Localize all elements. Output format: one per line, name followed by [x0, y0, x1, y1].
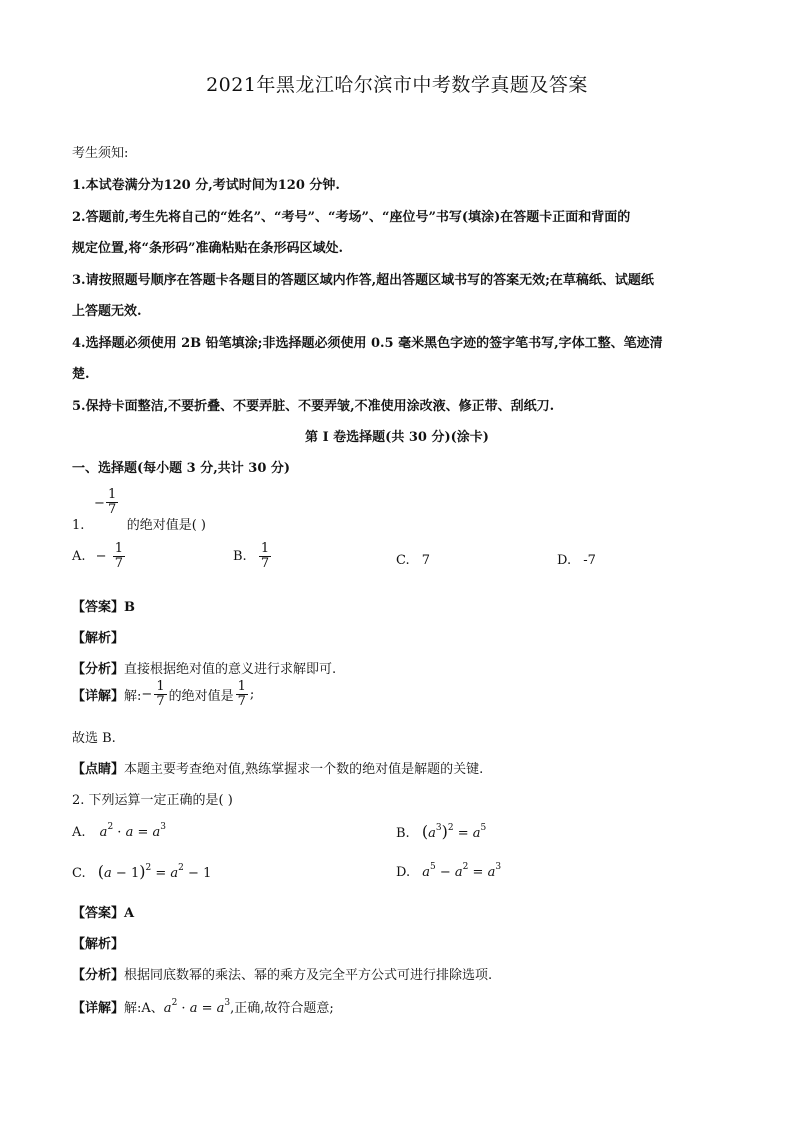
q1-detail-tag: 【详解】	[72, 689, 125, 704]
q1-option-a-den: 7	[114, 556, 123, 571]
q2-answer-tag: 【答案】	[72, 906, 125, 921]
q1-detail-den: 7	[156, 694, 165, 709]
q1-detail	[72, 680, 254, 709]
q1-point-tag: 【点睛】	[72, 762, 125, 777]
q1-fenxi-tag: 【分析】	[72, 662, 125, 677]
q2-option-a	[72, 822, 166, 840]
notice-item-4: 4.选择题必须使用 2B 铅笔填涂;非选择题必须使用 0.5 毫米黑色字迹的签字笔书写,字体工整、笔迹清	[72, 336, 663, 351]
notice-item-2: 2.答题前,考生先将自己的“姓名”、“考号”、“考场”、“座位号”书写(填涂)在答题卡正面和背面的	[72, 210, 631, 225]
q1-fenxi-text: 直接根据绝对值的意义进行求解即可.	[124, 662, 337, 677]
q1-frac-num: 1	[108, 487, 117, 502]
q1-detail-minus: −	[141, 687, 153, 702]
q1-detail-num-2: 1	[237, 679, 246, 694]
notice-item-4-cont: 楚.	[72, 367, 90, 382]
q2-option-c-label: C.	[72, 866, 86, 881]
q1-number: 1.	[72, 518, 85, 533]
q2-detail-expr: $a^2 \cdot a = a^3$	[163, 998, 231, 1016]
q1-minus: −	[94, 496, 105, 511]
q1-detail-num: 1	[156, 679, 165, 694]
q1-option-c-value: 7	[421, 553, 431, 568]
q1-detail-fraction-2	[236, 680, 248, 709]
q2-fenxi-text: 根据同底数幂的乘法、幂的乘方及完全平方公式可进行排除选项.	[124, 968, 493, 983]
q2-option-a-label: A.	[72, 825, 86, 840]
q1-option-d	[557, 553, 596, 568]
q2-option-c	[72, 862, 211, 881]
q1-stem-suffix: 的绝对值是( )	[126, 518, 206, 533]
q1-option-b	[233, 542, 273, 571]
q1-option-c	[396, 553, 430, 568]
q1-option-a-label: A.	[72, 549, 86, 564]
q2-option-d-label: D.	[396, 865, 411, 880]
q2-option-a-expr: $a^2 \cdot a = a^3$	[99, 822, 166, 840]
q2-detail-suffix: ,正确,故符合题意;	[230, 1001, 334, 1016]
q1-option-d-value: -7	[583, 553, 596, 568]
notice-item-5: 5.保持卡面整洁,不要折叠、不要弄脏、不要弄皱,不准使用涂改液、修正带、刮纸刀.	[72, 399, 555, 414]
q1-option-a-minus: −	[95, 549, 107, 564]
q1-detail-mid: 的绝对值是	[168, 689, 234, 704]
q2-option-b	[396, 822, 486, 841]
q2-answer-value: A	[124, 906, 135, 921]
q1-option-a	[72, 542, 127, 571]
q1-analysis-tag: 【解析】	[72, 631, 125, 646]
q1-detail-prefix: 解:	[124, 689, 142, 704]
q1-fraction	[106, 488, 118, 517]
notice-heading: 考生须知:	[72, 146, 129, 161]
q2-detail-prefix: 解:A、	[124, 1001, 164, 1016]
q2-fenxi-tag: 【分析】	[72, 968, 125, 983]
q1-option-d-label: D.	[557, 553, 572, 568]
section-title: 第 I 卷选择题(共 30 分)(涂卡)	[305, 430, 489, 445]
q2-option-b-expr: $(a^3)^2 = a^5$	[421, 822, 487, 841]
q2-analysis-tag: 【解析】	[72, 937, 125, 952]
q1-frac-den: 7	[108, 502, 117, 517]
q2-answer	[72, 902, 134, 921]
question-1-stem	[72, 514, 206, 533]
q1-detail-fraction	[154, 680, 166, 709]
q1-option-c-label: C.	[396, 553, 410, 568]
q2-detail	[72, 997, 334, 1016]
q2-option-c-expr: $(a - 1)^2 = a^2 - 1$	[97, 862, 212, 881]
q2-fenxi	[72, 964, 492, 983]
q1-choose: 故选 B.	[72, 731, 116, 746]
section-part: 一、选择题(每小题 3 分,共计 30 分)	[72, 461, 291, 476]
q2-option-b-label: B.	[396, 826, 410, 841]
q1-answer-value: B	[124, 600, 136, 615]
q2-option-d	[396, 862, 501, 880]
document-title: 2021年黑龙江哈尔滨市中考数学真题及答案	[206, 74, 588, 96]
notice-item-2-cont: 规定位置,将“条形码”准确粘贴在条形码区域处.	[72, 241, 344, 256]
notice-item-3: 3.请按照题号顺序在答题卡各题目的答题区域内作答,超出答题区域书写的答案无效;在草稿纸、试题纸	[72, 273, 654, 288]
notice-item-1: 1.本试卷满分为120 分,考试时间为120 分钟.	[72, 178, 340, 193]
q1-point-text: 本题主要考查绝对值,熟练掌握求一个数的绝对值是解题的关键.	[124, 762, 484, 777]
q1-option-b-den: 7	[260, 556, 270, 571]
notice-item-3-cont: 上答题无效.	[72, 304, 142, 319]
q1-detail-den-2: 7	[237, 694, 246, 709]
q1-option-a-num: 1	[114, 541, 123, 556]
q1-point	[72, 758, 483, 777]
q2-option-d-expr: $a^5 - a^2 = a^3$	[422, 862, 502, 880]
q1-answer-tag: 【答案】	[72, 600, 125, 615]
q2-detail-tag: 【详解】	[72, 1001, 125, 1016]
q1-option-b-num: 1	[260, 541, 270, 556]
q1-answer	[72, 596, 135, 615]
q1-option-a-fraction	[113, 542, 125, 571]
q1-option-b-label: B.	[233, 549, 247, 564]
question-2-stem: 2. 下列运算一定正确的是( )	[72, 793, 233, 808]
q1-fenxi	[72, 658, 336, 677]
q1-option-b-fraction	[259, 542, 271, 571]
q1-detail-end: ;	[249, 687, 255, 702]
